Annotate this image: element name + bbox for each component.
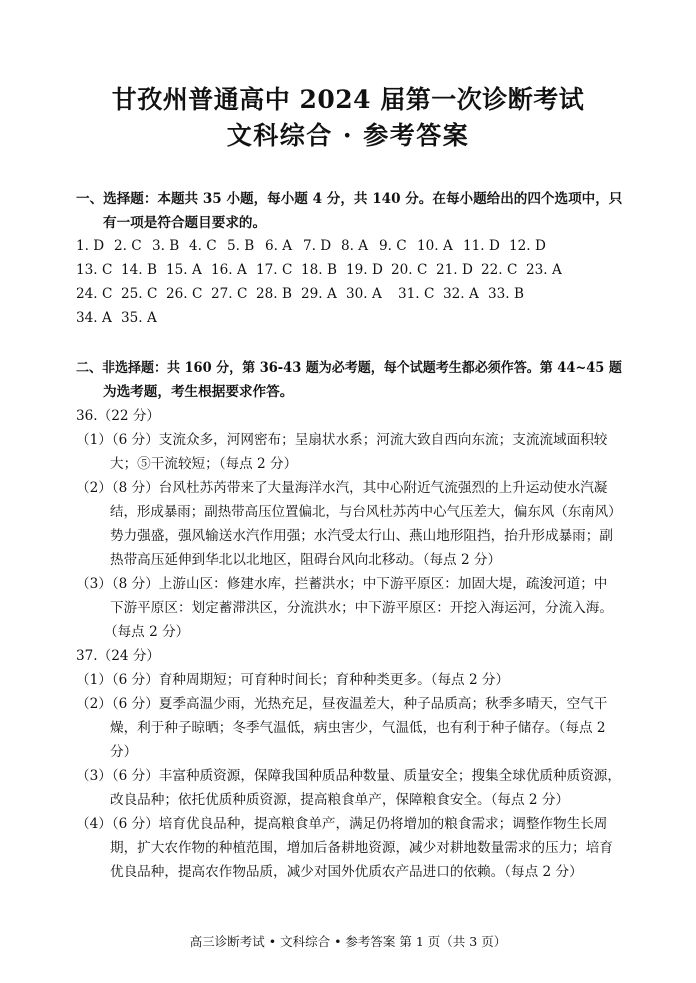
answer-item: 18. B [301,262,337,278]
answer-item: 5. B [227,238,255,254]
answer-item: 14. B [121,262,157,278]
section1-heading-line1: 一、选择题：本题共 35 小题，每小题 4 分，共 140 分。在每小题给出的四个选项中，只 [76,191,623,207]
answer-item: 4. C [189,238,217,254]
page-subtitle: 文科综合 · 参考答案 [226,121,470,150]
section2-heading-line2: 为选考题，考生根据要求作答。 [103,384,294,400]
q36-p2-line2: 结，形成暴雨；副热带高压位置偏北，与台风杜苏芮中心气压差大，偏东风（东南风） [110,504,622,520]
answer-row-2 [76,258,562,282]
answer-item: 21. D [436,262,473,278]
q36-p3-line2: 下游平原区：划定蓄滞洪区，分流洪水；中下游平原区：开挖入海运河，分流入海。 [110,600,613,616]
answer-row-3 [76,282,524,306]
page-title: 甘孜州普通高中 2024 届第一次诊断考试 [111,85,585,114]
answer-item: 35. A [121,310,157,326]
q36-p2-line3: 势力强盛，强风输送水汽作用强；水汽受太行山、燕山地形阻挡，抬升形成暴雨；副 [110,528,613,544]
q37-p4-line3: 优良品种，提高农作物品质，减少对国外优质农产品进口的依赖。（每点 2 分） [110,864,583,880]
answer-item: 20. C [391,262,428,278]
answer-item: 2. C [114,238,142,254]
q37-p3-line1: （3）（6 分）丰富种质资源，保障我国种质品种数量、质量安全；搜集全球优质种质资源， [76,768,621,784]
answer-item: 25. C [121,286,158,302]
q37-p4-line2: 期，扩大农作物的种植范围，增加后备耕地资源，减少对耕地数量需求的压力；培育 [110,840,613,856]
answer-row-1 [76,234,546,258]
q36-p2-line1: （2）（8 分）台风杜苏芮带来了大量海洋水汽，其中心附近气流强烈的上升运动使水汽凝 [76,480,608,496]
q37-p2-line1: （2）（6 分）夏季高温少雨，光热充足，昼夜温差大，种子品质高；秋季多晴天，空气干 [76,696,608,712]
answer-item: 6. A [265,238,293,254]
q37-p4-line1: （4）（6 分）培育优良品种，提高粮食单产，满足仍将增加的粮食需求；调整作物生长周 [76,816,608,832]
answer-item: 11. D [463,238,500,254]
answer-item: 3. B [152,238,180,254]
q37-p3-line2: 改良品种；依托优质种质资源，提高粮食单产，保障粮食安全。（每点 2 分） [110,792,570,808]
answer-item: 12. D [509,238,546,254]
answer-item: 30. A [346,286,382,302]
answer-item: 22. C [481,262,518,278]
section2-heading-line1: 二、非选择题：共 160 分，第 36-43 题为必考题，每个试题考生都必须作答。第 44~45 题 [76,360,622,376]
q37-label: 37.（24 分） [76,648,161,664]
section1-heading-line2: 有一项是符合题目要求的。 [103,215,267,231]
answer-item: 31. C [398,286,435,302]
q36-p1-line2: 大；⑤干流较短；（每点 2 分） [110,456,298,472]
answer-row-4 [76,306,157,330]
answer-item: 28. B [256,286,292,302]
answer-item: 7. D [303,238,332,254]
answer-item: 23. A [526,262,562,278]
answer-item: 27. C [211,286,248,302]
q36-label: 36.（22 分） [76,408,161,424]
q36-p2-line4: 热带高压延伸到华北以北地区，阻碍台风向北移动。（每点 2 分） [110,552,502,568]
answer-item: 17. C [256,262,293,278]
answer-item: 29. A [301,286,337,302]
answer-item: 26. C [166,286,203,302]
q36-p3-line1: （3）（8 分）上游山区：修建水库，拦蓄洪水；中下游平原区：加固大堤，疏浚河道；中 [76,576,608,592]
answer-item: 8. A [341,238,369,254]
q37-p2-line3: 分） [110,744,138,760]
answer-item: 16. A [211,262,247,278]
answer-item: 15. A [166,262,202,278]
q37-p1-line1: （1）（6 分）育种周期短；可育种时间长；育种种类更多。（每点 2 分） [76,672,510,688]
page-footer: 高三诊断考试 • 文科综合 • 参考答案 第 1 页（共 3 页） [189,934,507,949]
q36-p3-line3: （每点 2 分） [104,624,190,640]
answer-item: 13. C [76,262,113,278]
answer-item: 32. A [443,286,479,302]
answer-item: 10. A [417,238,453,254]
answer-item: 1. D [76,238,105,254]
q37-p2-line2: 燥，利于种子晾晒；冬季气温低，病虫害少，气温低，也有利于种子储存。（每点 2 [110,720,606,736]
answer-item: 24. C [76,286,113,302]
q36-p1-line1: （1）（6 分）支流众多，河网密布；呈扇状水系；河流大致自西向东流；支流流域面积较 [76,432,608,448]
answer-item: 19. D [346,262,383,278]
answer-item: 34. A [76,310,112,326]
answer-item: 33. B [488,286,524,302]
answer-item: 9. C [379,238,407,254]
